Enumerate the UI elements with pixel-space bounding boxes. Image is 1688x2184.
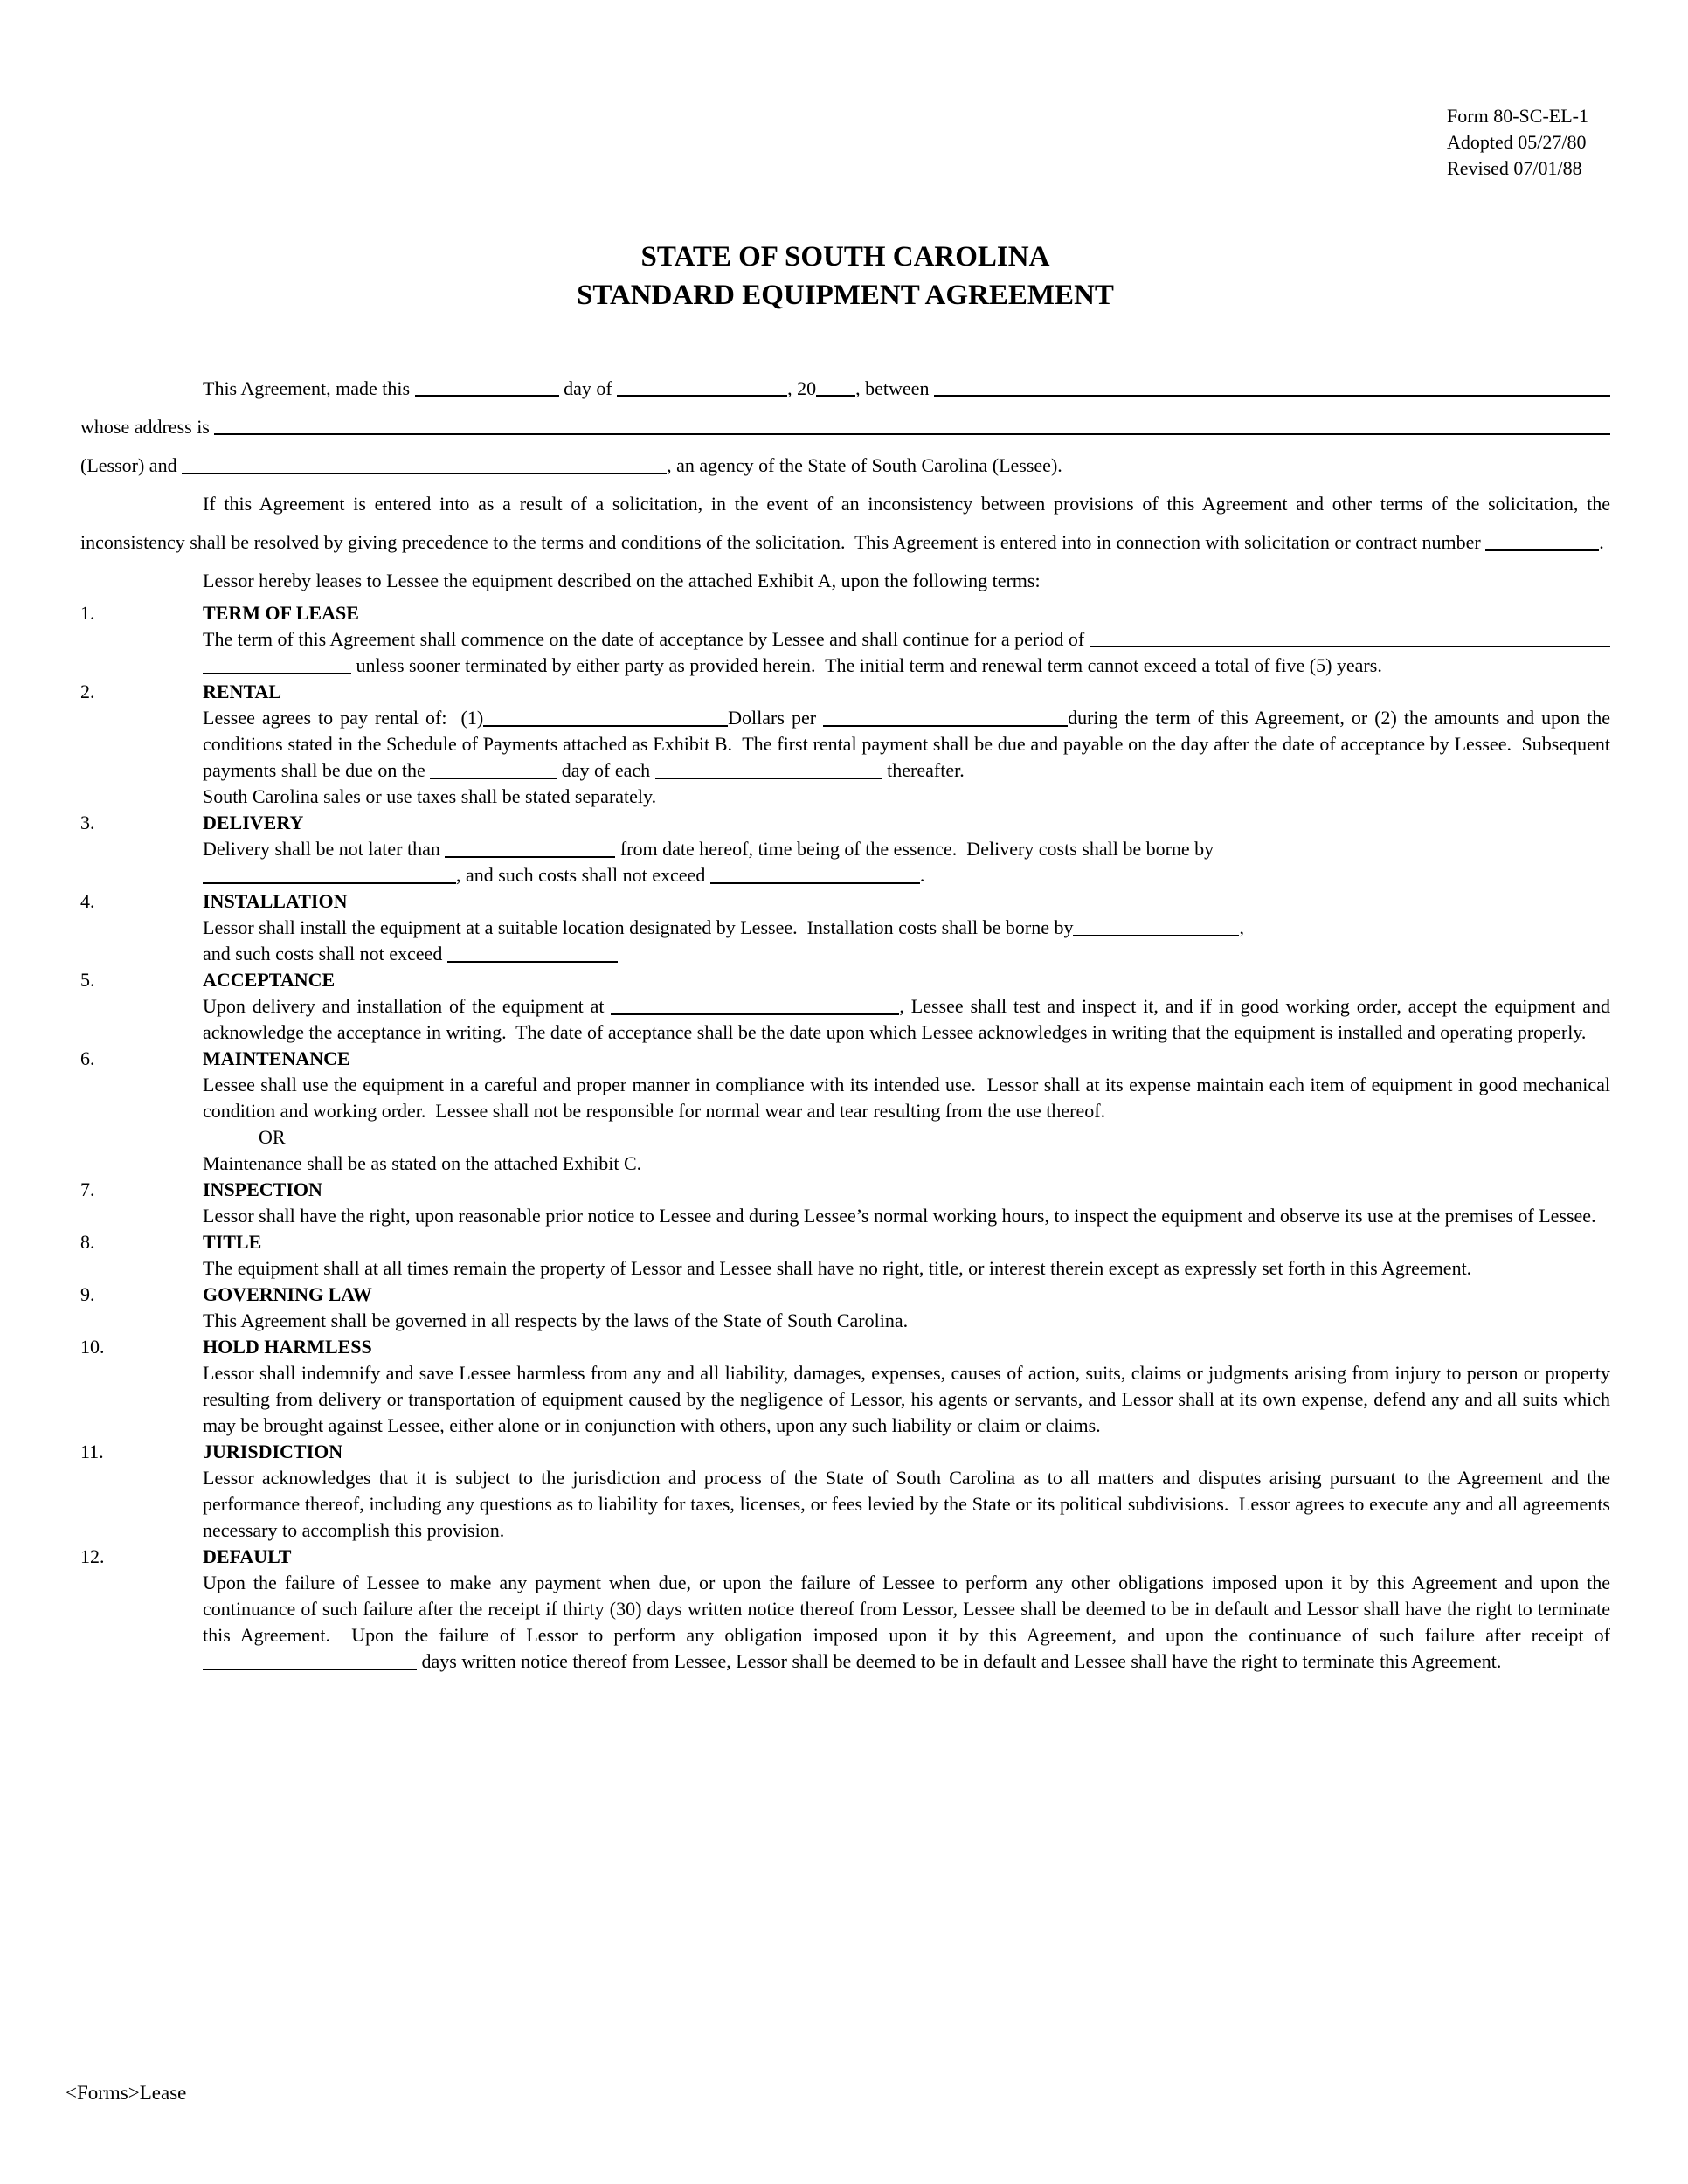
text-run: Lessor shall have the right, upon reasonable prior notice to Lessee and during Lessee’s normal working hours, to inspect the equipment and observe its use at the premises of Lessee. [203,1205,1596,1227]
section-number: 12. [80,1545,105,1567]
text-run: Upon delivery and installation of the equipment at [203,995,612,1017]
text-run: unless sooner terminated by either party as provided herein. The initial term and renewal term cannot exceed a total of five (5) years. [351,654,1382,676]
section-number: 11. [80,1441,104,1462]
blank-installation-cost-limit[interactable] [447,949,618,963]
text-run: Dollars per [728,707,824,729]
blank-lessee-agency[interactable] [182,460,667,474]
text-run: and such costs shall not exceed [203,943,447,964]
section-number: 7. [80,1178,95,1200]
section-content [203,967,1610,1046]
section-heading: MAINTENANCE [203,1047,350,1069]
section-number: 6. [80,1047,95,1069]
lessee-agency-line [80,446,1610,485]
section-body [203,993,1610,1046]
section-delivery [80,810,1610,888]
text-run: whose address is [80,416,215,438]
document-title-line2: STANDARD EQUIPMENT AGREEMENT [577,280,1114,311]
text-run: This Agreement, made this [203,377,415,399]
text-run: days written notice thereof from Lessee, Lessor shall be deemed to be in default and Lessee shall have the right to terminate this Agreement. [417,1650,1502,1672]
document-title [80,238,1610,314]
term-line2 [203,653,1610,679]
text-run: Lessee shall use the equipment in a careful and proper manner in compliance with its intended use. Lessor shall at its expense maintain each item of equipment in good mechanical condition and working order. Lessee shall not be responsible for normal wear and tear resulting from the use thereof. [203,1074,1610,1122]
text-run: If this Agreement is entered into as a result of a solicitation, in the event of an inconsistency between provisions of this Agreement and other terms of the solicitation, the inconsistency shall be resolved by giving precedence to the terms and conditions of the solicitation. This Agreement is entered into in connection with solicitation or contract number [80,493,1610,553]
text-run: Maintenance shall be as stated on the attached Exhibit C. [203,1152,642,1174]
blank-delivery-cost-limit[interactable] [710,870,920,884]
section-body [203,705,1610,810]
form-header [1447,103,1588,182]
section-heading: INSPECTION [203,1178,322,1200]
section-default [80,1544,1610,1675]
text-run: , an agency of the State of South Carolina (Lessee). [667,454,1062,476]
lessor-address-line [80,408,1610,446]
section-body [203,1203,1610,1229]
text-run: . [919,864,925,886]
text-run: Delivery shall be not later than [203,838,446,860]
form-adopted-date: Adopted 05/27/80 [1447,131,1587,153]
section-number: 10. [80,1336,105,1358]
section-number: 5. [80,969,95,991]
blank-payment-day[interactable] [430,765,557,779]
section-heading: TERM OF LEASE [203,602,359,624]
section-governing-law [80,1282,1610,1334]
section-rental [80,679,1610,810]
section-content [203,1334,1610,1439]
section-body [203,1360,1610,1439]
section-heading: ACCEPTANCE [203,969,336,991]
blank-lease-period[interactable] [1090,646,1610,647]
or-label: OR [259,1126,286,1148]
section-body [203,836,1610,888]
text-run: day of [558,377,618,399]
text-run: Lessor shall install the equipment at a suitable location designated by Lessee. Installation costs shall be borne by [203,916,1074,938]
section-heading: GOVERNING LAW [203,1283,372,1305]
section-heading: RENTAL [203,681,282,702]
footer-label: <Forms>Lease [66,2082,187,2104]
text-run: The term of this Agreement shall commence on the date of acceptance by Lessee and shall continue for a period of [203,628,1090,650]
blank-rental-amount[interactable] [483,713,728,727]
solicitation-paragraph [80,485,1610,562]
section-number: 1. [80,602,95,624]
document-title-line1: STATE OF SOUTH CAROLINA [640,241,1050,273]
text-run: , and such costs shall not exceed [456,864,710,886]
section-term-of-lease [80,600,1610,679]
text-run: Upon the failure of Lessee to make any payment when due, or upon the failure of Lessee to perform any other obligations imposed upon it by this Agreement and upon the continuance of such failure after the receipt if thirty (30) days written notice thereof from Lessor, Lessee shall be deemed to be in default and Lessor shall have the right to terminate this Agreement. Upon the failure of Lessor to perform any obligation imposed upon it by this Agreement, and upon the continuance of such failure after receipt of [203,1572,1610,1646]
text-run: , [1239,916,1244,938]
section-number: 2. [80,681,95,702]
section-content [203,1282,1610,1334]
section-body [203,1072,1610,1124]
page-content [0,103,1688,1675]
section-content [203,888,1610,967]
section-inspection [80,1177,1610,1229]
text-run: from date hereof, time being of the essence. Delivery costs shall be borne by [615,838,1214,860]
blank-payment-interval[interactable] [655,765,882,779]
section-number: 3. [80,812,95,833]
section-installation [80,888,1610,967]
section-hold-harmless [80,1334,1610,1439]
section-content [203,1544,1610,1675]
text-run: This Agreement shall be governed in all respects by the laws of the State of South Carolina. [203,1310,909,1331]
blank-lessor-name[interactable] [934,395,1610,397]
section-number: 9. [80,1283,95,1305]
text-run: Lessor acknowledges that it is subject to the jurisdiction and process of the State of South Carolina as to all matters and disputes arising pursuant to the Agreement and the performance thereof, including any questions as to liability for taxes, licenses, or fees levied by the State or its political subdivisions. Lessor agrees to execute any and all agreements necessary to accomplish this provision. [203,1467,1610,1541]
blank-default-notice-days[interactable] [203,1656,417,1670]
blank-execution-day[interactable] [415,395,559,397]
blank-installation-costs-payer[interactable] [1073,923,1239,936]
text-run: during the term of this Agreement, or (2) the amounts and upon the conditions stated in the Schedule of Payments attached as Exhibit B. The first rental payment shall be due and payable on the day after the date of acceptance by Lessee. Subsequent payments shall be due on the [203,707,1611,781]
section-title-clause [80,1229,1610,1282]
section-heading: JURISDICTION [203,1441,343,1462]
section-body [203,1570,1610,1675]
section-number: 4. [80,890,95,912]
intro-block [80,370,1610,600]
section-content [203,1229,1610,1282]
blank-lease-period-2[interactable] [203,660,351,674]
text-run: South Carolina sales or use taxes shall be stated separately. [203,785,657,807]
text-run: . [1599,531,1604,553]
text-run: The equipment shall at all times remain the property of Lessor and Lessee shall have no right, title, or interest therein except as expressly set forth in this Agreement. [203,1257,1472,1279]
form-revised-date: Revised 07/01/88 [1447,157,1582,179]
section-acceptance [80,967,1610,1046]
section-heading: DEFAULT [203,1545,292,1567]
section-content [203,679,1610,810]
text-run: Lessor hereby leases to Lessee the equipment described on the attached Exhibit A, upon the following terms: [203,570,1041,591]
section-heading: HOLD HARMLESS [203,1336,372,1358]
section-body [203,1308,1610,1334]
blank-rental-period[interactable] [823,713,1068,727]
text-run: , 20 [787,377,817,399]
section-content [203,810,1610,888]
blank-delivery-costs-payer[interactable] [203,870,456,884]
section-body [203,915,1610,967]
maintenance-or-line [203,1124,1610,1151]
text-run: , between [855,377,934,399]
section-content [203,1439,1610,1544]
text-run: Lessor shall indemnify and save Lessee harmless from any and all liability, damages, expenses, causes of action, suits, claims or judgments arising from injury to person or property resulting from delivery or transportation of equipment caused by the negligence of Lessor, his agents or servants, and Lessor shall at its own expense, defend any and all suits which may be brought against Lessee, either alone or in conjunction with others, upon any such liability or claim or claims. [203,1362,1610,1436]
section-heading: INSTALLATION [203,890,348,912]
section-maintenance [80,1046,1610,1177]
section-heading: TITLE [203,1231,262,1253]
section-content [203,1177,1610,1229]
section-heading: DELIVERY [203,812,304,833]
form-number: Form 80-SC-EL-1 [1447,105,1588,127]
text-run: , Lessee shall test and inspect it, and if in good working order, accept the equipment and acknowledge the acceptance in writing. The date of acceptance shall be the date upon which Lessee acknowledges in writing that the equipment is installed and operating properly. [203,995,1610,1043]
section-number: 8. [80,1231,95,1253]
blank-execution-year[interactable] [816,395,855,397]
text-run: day of each [557,759,655,781]
section-jurisdiction [80,1439,1610,1544]
blank-acceptance-location[interactable] [611,1001,899,1015]
execution-date-line [80,370,1610,408]
text-run: (Lessor) and [80,454,183,476]
text-run: thereafter. [882,759,965,781]
blank-execution-month[interactable] [617,395,787,397]
section-content [203,600,1610,679]
lease-intro-paragraph [80,562,1610,600]
maintenance-alt-line [203,1151,1610,1177]
section-body [203,1465,1610,1544]
section-content [203,1046,1610,1177]
numbered-sections [80,600,1610,1675]
section-body [203,1255,1610,1282]
term-line1 [203,626,1610,653]
blank-delivery-deadline[interactable] [445,844,615,858]
text-run: Lessee agrees to pay rental of: (1) [203,707,484,729]
blank-lessor-address[interactable] [214,433,1610,435]
blank-contract-number[interactable] [1485,537,1599,551]
